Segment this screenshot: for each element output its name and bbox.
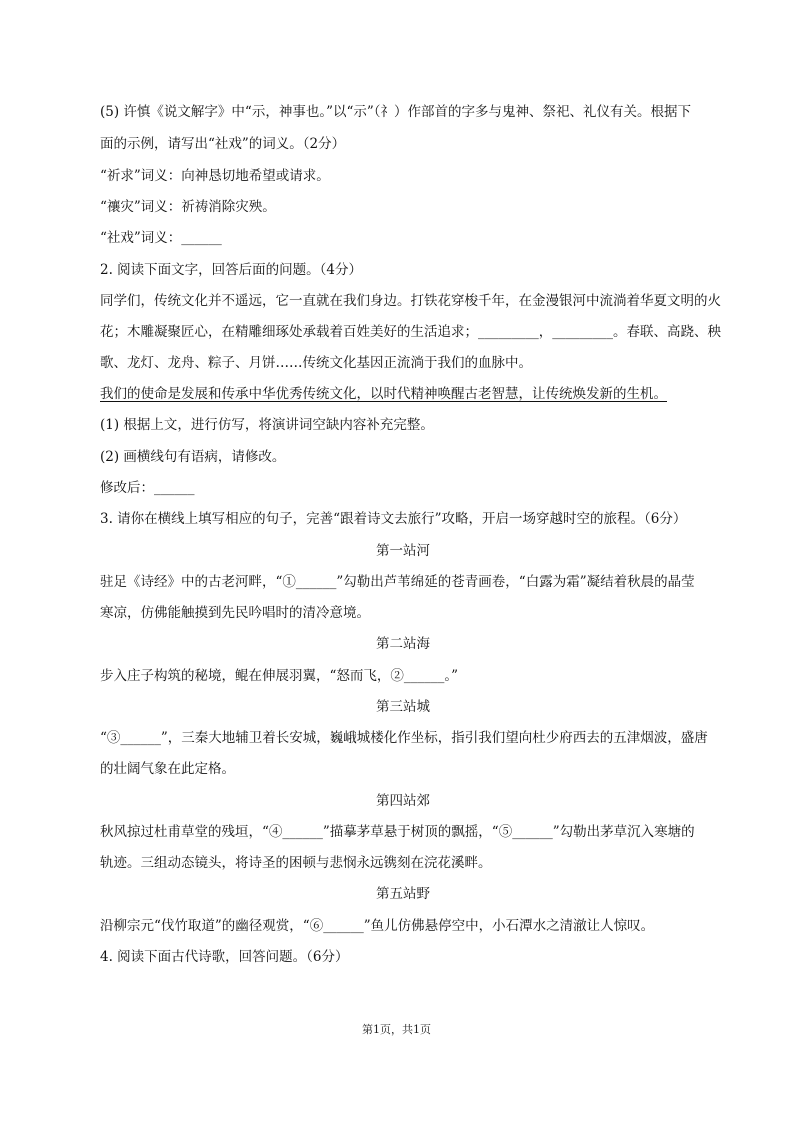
- q3-stop5-line1: 沿柳宗元“伐竹取道”的幽径观赏，“⑥______”鱼儿仿佛悬停空中，小石潭水之清澈让人惊叹。: [100, 918, 655, 934]
- q1-5-line2: 面的示例，请写出“社戏”的词义。（2分）: [100, 136, 346, 152]
- q3-stop1-line2: 寒凉，仿佛能触摸到先民吟唱时的清冷意境。: [100, 605, 370, 621]
- q2-title: 2. 阅读下面文字，回答后面的问题。（4分）: [100, 262, 363, 278]
- q3-stop1-line1: 驻足《诗经》中的古老河畔，“①______”勾勒出芦苇绵延的苍青画卷，“白露为霜”凝结着秋晨的晶莹: [100, 574, 695, 590]
- q2-subquestion-1: (1) 根据上文，进行仿写，将演讲词空缺内容补充完整。: [100, 417, 434, 433]
- q3-stop4-line2: 轨迹。三组动态镜头，将诗圣的困顿与悲悯永远镌刻在浣花溪畔。: [100, 855, 492, 871]
- q3-stop2-heading: 第二站海: [376, 636, 430, 652]
- q2-paragraph-line1: 同学们，传统文化并不遥远，它一直就在我们身边。打铁花穿梭千年，在金漫银河中流淌着华夏文明的火: [100, 293, 721, 309]
- q4-title: 4. 阅读下面古代诗歌，回答问题。（6分）: [100, 949, 349, 965]
- q3-stop4-line1: 秋风掠过杜甫草堂的残垣，“④______”描摹茅草悬于树顶的飘摇，“⑤______”勾勒出茅草沉入寒塘的: [100, 824, 695, 840]
- q2-answer-prompt: 修改后：______: [100, 480, 195, 496]
- q1-5-answer-prompt: “社戏”词义：______: [100, 230, 222, 246]
- q2-paragraph-line3: 歌、龙灯、龙舟、粽子、月饼……传统文化基因正流淌于我们的血脉中。: [100, 355, 532, 371]
- q3-stop5-heading: 第五站野: [376, 886, 430, 902]
- q3-stop2-line1: 步入庄子构筑的秘境，鲲在伸展羽翼，“怒而飞，②______。”: [100, 668, 459, 684]
- q1-5-example1: “祈求”词义：向神恳切地希望或请求。: [100, 168, 330, 184]
- q2-subquestion-2: (2) 画横线句有语病，请修改。: [100, 449, 286, 465]
- q3-stop4-heading: 第四站郊: [376, 793, 430, 809]
- page-number-footer: 第1页，共1页: [362, 1023, 431, 1036]
- q3-stop3-line1: “③______”，三秦大地辅卫着长安城，巍峨城楼化作坐标，指引我们望向杜少府西去的五津烟波，盛唐: [100, 730, 708, 746]
- q3-stop3-line2: 的壮阔气象在此定格。: [100, 761, 235, 777]
- q1-5-line1: (5) 许慎《说文解字》中“示，神事也。”以“示”（礻）作部首的字多与鬼神、祭祀、礼仪有关。根据下: [100, 104, 692, 120]
- q3-stop1-heading: 第一站河: [376, 543, 430, 559]
- q3-title: 3. 请你在横线上填写相应的句子，完善“跟着诗文去旅行”攻略，开启一场穿越时空的旅程。（6分）: [100, 511, 687, 527]
- q2-paragraph-line2: 花；木雕凝聚匠心，在精雕细琢处承载着百姓美好的生活追求；_________，_________。春联、高跷、秧: [100, 324, 721, 340]
- q1-5-example2: “禳灾”词义：祈祷消除灾殃。: [100, 199, 276, 215]
- q3-stop3-heading: 第三站城: [376, 699, 430, 715]
- q2-underlined-sentence: 我们的使命是发展和传承中华优秀传统文化，以时代精神唤醒古老智慧，让传统焕发新的生机。: [100, 386, 667, 402]
